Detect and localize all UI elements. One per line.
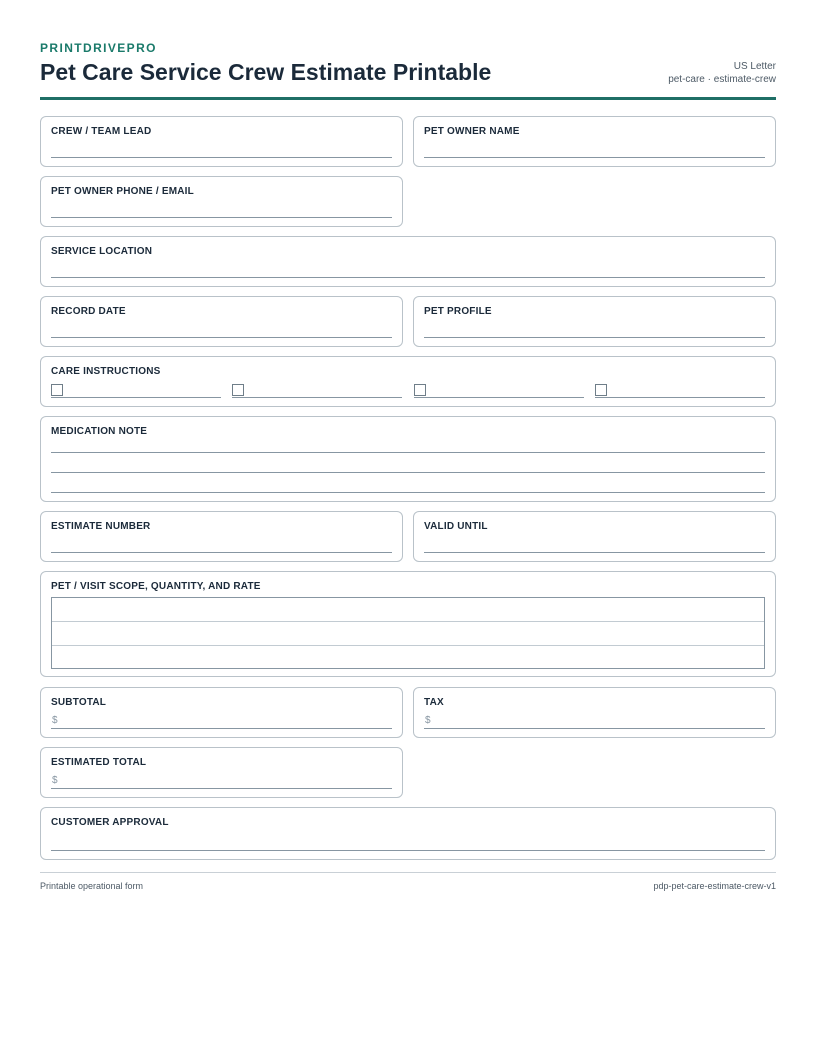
medication-note-line-2[interactable]	[51, 472, 765, 473]
pet-owner-name-field	[413, 116, 776, 167]
brand-name: PRINTDRIVEPRO	[40, 41, 157, 55]
table-row[interactable]	[52, 598, 764, 622]
record-date-field	[40, 296, 403, 347]
pet-owner-name-label: PET OWNER NAME	[424, 126, 520, 137]
subtotal-field	[40, 687, 403, 738]
pet-profile-label: PET PROFILE	[424, 306, 492, 317]
tax-label: TAX	[424, 697, 444, 708]
estimated-total-field	[40, 747, 403, 798]
customer-approval-field	[40, 807, 776, 860]
care-option-line-4[interactable]	[595, 397, 765, 398]
owner-contact-field	[40, 176, 403, 227]
care-option-line-2[interactable]	[232, 397, 402, 398]
medication-note-field	[40, 416, 776, 502]
medication-note-line-3[interactable]	[51, 492, 765, 493]
page-meta	[668, 60, 776, 86]
care-checkbox-3[interactable]	[414, 384, 426, 396]
service-location-line[interactable]	[51, 277, 765, 278]
valid-until-label: VALID UNTIL	[424, 521, 488, 532]
medication-note-label: MEDICATION NOTE	[51, 426, 148, 437]
record-date-line[interactable]	[51, 337, 392, 338]
pet-owner-name-line[interactable]	[424, 157, 765, 158]
scope-table-label: PET / VISIT SCOPE, QUANTITY, AND RATE	[51, 581, 261, 592]
care-option-line-3[interactable]	[414, 397, 584, 398]
subtotal-label: SUBTOTAL	[51, 697, 107, 708]
footer-left: Printable operational form	[40, 881, 144, 891]
form-slug: pet-care · estimate-crew	[668, 74, 776, 85]
valid-until-line[interactable]	[424, 552, 765, 553]
care-option-line-1[interactable]	[51, 397, 221, 398]
paper-size: US Letter	[733, 61, 776, 72]
footer-right: pdp-pet-care-estimate-crew-v1	[653, 881, 776, 891]
crew-lead-field	[40, 116, 403, 167]
customer-approval-label: CUSTOMER APPROVAL	[51, 817, 169, 828]
pet-profile-field	[413, 296, 776, 347]
crew-lead-line[interactable]	[51, 157, 392, 158]
estimate-number-field	[40, 511, 403, 562]
service-location-field	[40, 236, 776, 287]
care-instructions-field	[40, 356, 776, 407]
medication-note-line-1[interactable]	[51, 452, 765, 453]
scope-table	[51, 597, 765, 669]
tax-field	[413, 687, 776, 738]
estimate-number-label: ESTIMATE NUMBER	[51, 521, 151, 532]
estimate-number-line[interactable]	[51, 552, 392, 553]
crew-lead-label: CREW / TEAM LEAD	[51, 126, 152, 137]
scope-table-field	[40, 571, 776, 677]
estimated-total-label: ESTIMATED TOTAL	[51, 757, 147, 768]
tax-line[interactable]	[424, 728, 765, 729]
table-row[interactable]	[52, 646, 764, 670]
care-checkbox-2[interactable]	[232, 384, 244, 396]
record-date-label: RECORD DATE	[51, 306, 126, 317]
care-checkbox-4[interactable]	[595, 384, 607, 396]
table-row[interactable]	[52, 622, 764, 646]
care-checkbox-1[interactable]	[51, 384, 63, 396]
estimated-total-currency: $	[52, 775, 58, 786]
subtotal-currency: $	[52, 715, 58, 726]
care-instructions-label: CARE INSTRUCTIONS	[51, 366, 161, 377]
pet-profile-line[interactable]	[424, 337, 765, 338]
tax-currency: $	[425, 715, 431, 726]
estimated-total-line[interactable]	[51, 788, 392, 789]
page-title: Pet Care Service Crew Estimate Printable	[40, 59, 492, 85]
header-rule	[40, 97, 776, 100]
owner-contact-label: PET OWNER PHONE / EMAIL	[51, 186, 194, 197]
footer-rule	[40, 872, 776, 873]
customer-approval-line[interactable]	[51, 850, 765, 851]
service-location-label: SERVICE LOCATION	[51, 246, 153, 257]
owner-contact-line[interactable]	[51, 217, 392, 218]
subtotal-line[interactable]	[51, 728, 392, 729]
valid-until-field	[413, 511, 776, 562]
